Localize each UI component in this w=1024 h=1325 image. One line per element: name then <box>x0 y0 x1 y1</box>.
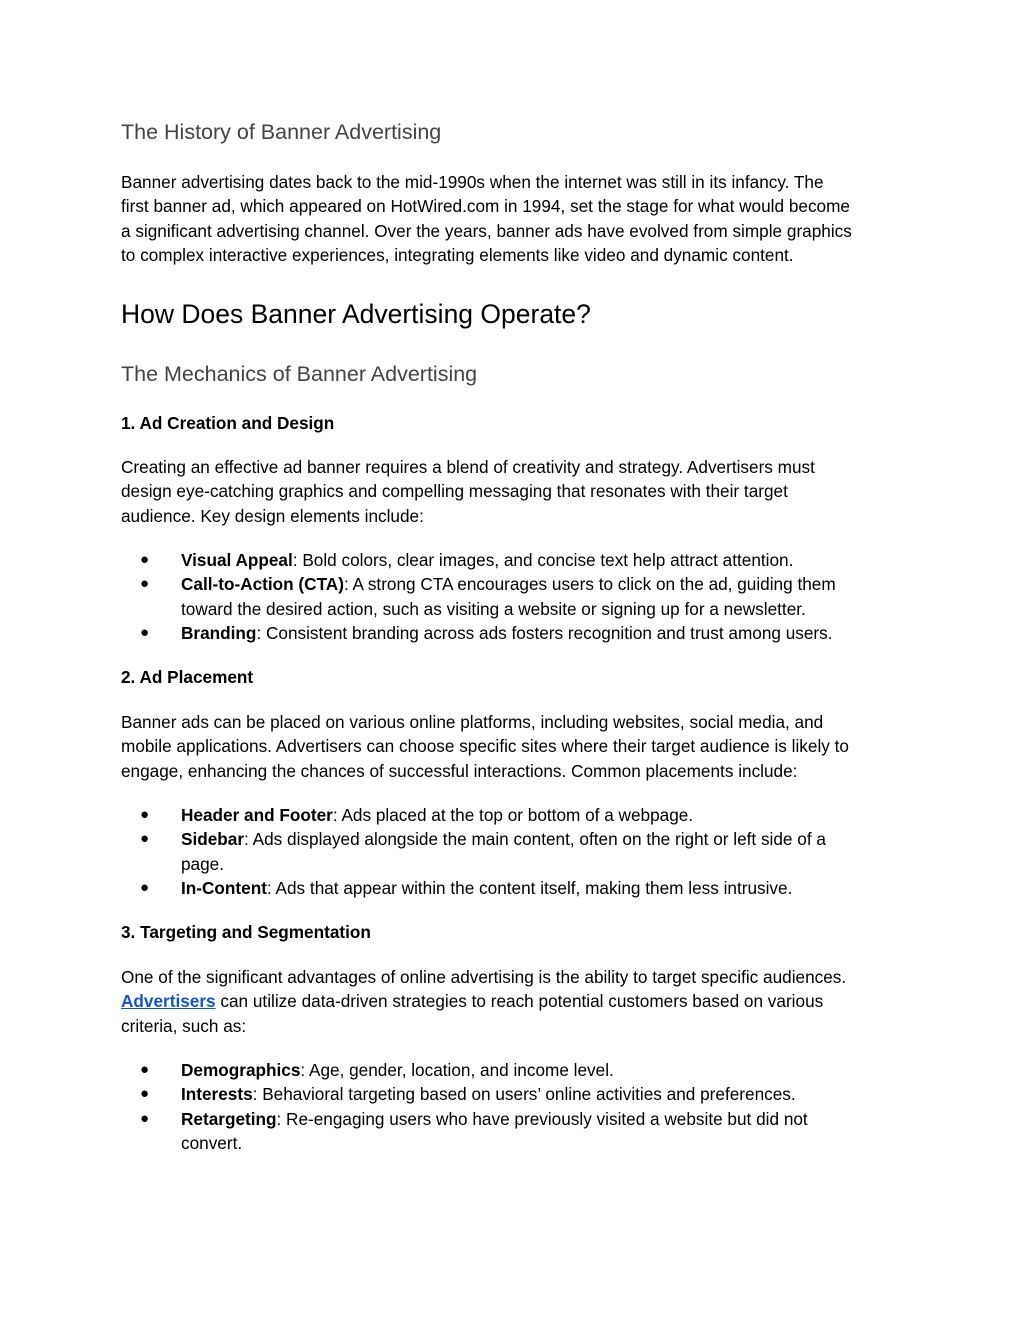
list-item-text: page. <box>181 853 225 874</box>
list-item <box>121 1058 911 1082</box>
creation-paragraph <box>121 455 911 528</box>
bullet-icon: ● <box>140 1109 150 1127</box>
history-paragraph <box>121 170 911 268</box>
list-item-text: : Consistent branding across ads fosters recognition and trust among users. <box>256 623 833 644</box>
list-item-text: : Ads placed at the top or bottom of a webpage. <box>332 805 694 825</box>
list-item-term: Interests <box>181 1084 253 1105</box>
list-item-term: In-Content <box>181 878 267 899</box>
paragraph-line: design eye-catching graphics and compelling messaging that resonates with their target <box>121 481 788 502</box>
list-item-text: : Re-engaging users who have previously visited a website but did not <box>276 1108 808 1129</box>
targeting-heading: 3. Targeting and Segmentation <box>121 922 371 942</box>
paragraph-line: Banner ads can be placed on various online platforms, including websites, social media, and <box>121 712 824 732</box>
paragraph-line: One of the significant advantages of online advertising is the ability to target specific audiences. <box>121 967 847 987</box>
list-item-term: Retargeting <box>181 1108 277 1129</box>
paragraph-line: to complex interactive experiences, integrating elements like video and dynamic content. <box>121 245 794 266</box>
list-item <box>121 827 911 876</box>
list-item <box>121 548 911 572</box>
list-item-text: : A strong CTA encourages users to click on the ad, guiding them <box>343 574 836 595</box>
history-heading: The History of Banner Advertising <box>121 120 442 144</box>
list-item <box>121 572 911 621</box>
targeting-list <box>121 1058 911 1156</box>
paragraph-line: can utilize data-driven strategies to reach potential customers based on various <box>215 991 824 1012</box>
mechanics-subheading: The Mechanics of Banner Advertising <box>121 362 478 386</box>
list-item-text: : Bold colors, clear images, and concise text help attract attention. <box>292 550 794 570</box>
creation-heading: 1. Ad Creation and Design <box>121 413 335 433</box>
list-item-term: Branding <box>181 623 257 644</box>
operate-heading: How Does Banner Advertising Operate? <box>121 299 591 329</box>
paragraph-line: mobile applications. Advertisers can choose specific sites where their target audience is likely to <box>121 736 849 757</box>
bullet-icon: ● <box>140 830 150 848</box>
advertisers-link[interactable]: Advertisers <box>121 991 216 1012</box>
paragraph-line: criteria, such as: <box>121 1015 247 1036</box>
creation-list <box>121 548 911 646</box>
bullet-icon: ● <box>140 1061 150 1078</box>
list-item <box>121 621 911 645</box>
list-item <box>121 1107 911 1156</box>
bullet-icon: ● <box>140 806 150 823</box>
list-item <box>121 803 911 827</box>
list-item-term: Demographics <box>181 1060 301 1080</box>
paragraph-line: a significant advertising channel. Over the years, banner ads have evolved from simple graphics <box>121 220 852 241</box>
placement-heading: 2. Ad Placement <box>121 667 254 687</box>
list-item-text: : Behavioral targeting based on users’ online activities and preferences. <box>252 1084 796 1105</box>
list-item-term: Sidebar <box>181 829 245 850</box>
placement-paragraph <box>121 710 911 783</box>
paragraph-line: audience. Key design elements include: <box>121 505 424 526</box>
bullet-icon: ● <box>140 1085 150 1103</box>
paragraph-line: engage, enhancing the chances of successful interactions. Common placements include: <box>121 760 798 781</box>
list-item-text: convert. <box>181 1133 243 1154</box>
list-item <box>121 1082 911 1106</box>
list-item-term: Header and Footer <box>181 805 333 825</box>
paragraph-line: Creating an effective ad banner requires a blend of creativity and strategy. Advertisers must <box>121 457 815 477</box>
list-item-term: Call-to-Action (CTA) <box>181 574 344 595</box>
list-item-text: : Age, gender, location, and income level. <box>300 1060 614 1080</box>
paragraph-line: Banner advertising dates back to the mid-1990s when the internet was still in its infancy. The <box>121 172 824 192</box>
bullet-icon: ● <box>140 551 150 568</box>
paragraph-line: first banner ad, which appeared on HotWired.com in 1994, set the stage for what would become <box>121 196 850 217</box>
bullet-icon: ● <box>140 575 150 593</box>
list-item-term: Visual Appeal <box>181 550 293 570</box>
placement-list <box>121 803 911 901</box>
targeting-paragraph <box>121 965 911 1038</box>
list-item-text: : Ads displayed alongside the main content, often on the right or left side of a <box>244 829 826 850</box>
bullet-icon: ● <box>140 879 150 897</box>
list-item <box>121 876 911 900</box>
list-item-text: : Ads that appear within the content itself, making them less intrusive. <box>266 878 793 899</box>
bullet-icon: ● <box>140 624 150 642</box>
list-item-text: toward the desired action, such as visiting a website or signing up for a newsletter. <box>181 598 806 619</box>
